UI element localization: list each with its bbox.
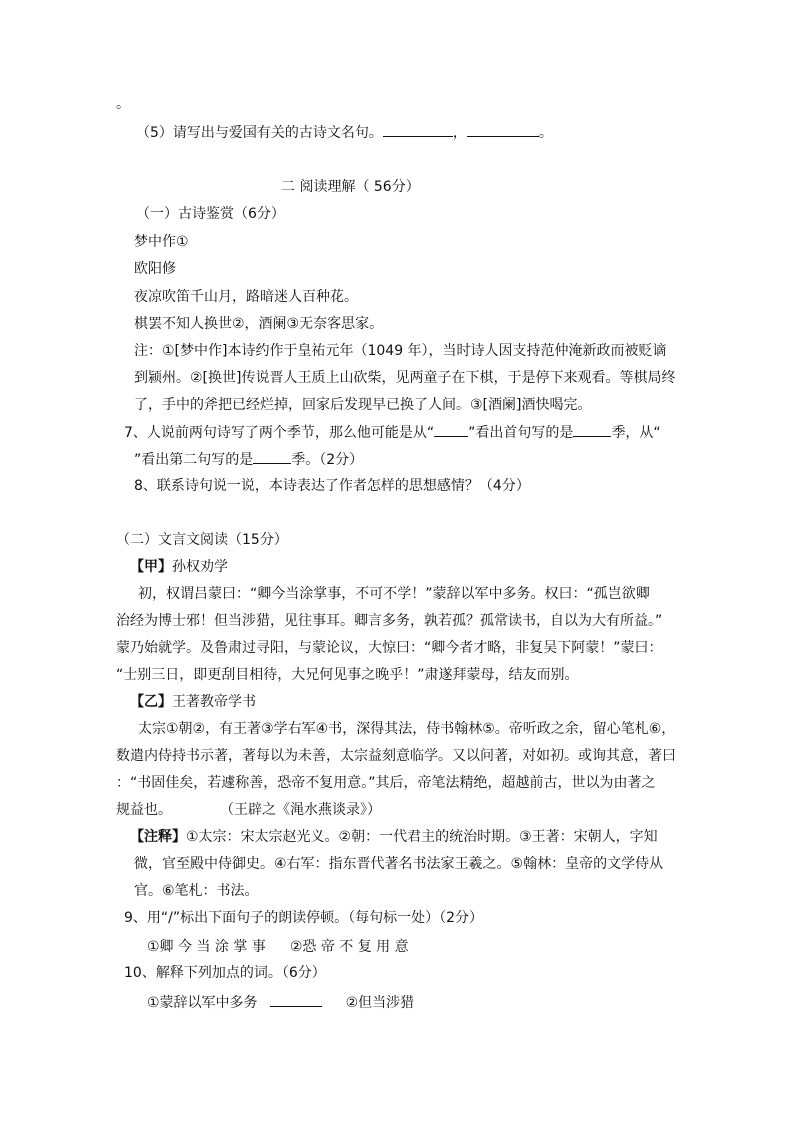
- top-mark: 。: [116, 96, 130, 112]
- sentence-1: ①卿 今 当 涂 掌 事: [147, 939, 266, 955]
- passage-text: 蒙乃始就学。及鲁肃过寻阳，与蒙论议，大惊曰：“卿今者才略，非复吴下阿蒙！”蒙曰：: [116, 640, 663, 656]
- passage-yi-header: [130, 692, 256, 712]
- question-7-line1: [124, 422, 661, 443]
- poem-note: 到颍州。②[换世]传说晋人王质上山砍柴，见两童子在下棋，于是停下来观看。等棋局终: [134, 370, 676, 386]
- answer-blank[interactable]: [467, 122, 539, 137]
- notes-line: [130, 827, 658, 847]
- answer-blank[interactable]: [253, 449, 291, 464]
- poem-title: 梦中作①: [134, 234, 189, 250]
- question-5: [136, 122, 553, 143]
- section-title: 二 阅读理解（ 56分）: [281, 179, 420, 195]
- poem-note: 了，手中的斧把已经烂掉，回家后发现早已换了人间。③[酒阑]酒快喝完。: [134, 397, 592, 413]
- passage-text: ：“书固佳矣，若遽称善，恐帝不复用意。”其后，帝笔法精绝，超越前古，世以为由著之: [116, 775, 656, 791]
- passage-text: 规益也。: [116, 802, 172, 818]
- poem-line: 夜凉吹笛千山月，路暗迷人百种花。: [134, 289, 358, 305]
- notes-text: ①太宗：宋太宗赵光义。②朝：一代君主的统治时期。③王著：宋朝人，字知: [186, 829, 658, 845]
- passage-title: 孙权劝学: [172, 559, 228, 575]
- poem-note: 注：①[梦中作]本诗约作于皇祐元年（1049 年），当时诗人因支持范仲淹新政而被贬谪: [134, 343, 667, 359]
- item-1: ①蒙辞以军中多务: [147, 995, 258, 1011]
- question-7-line2: [134, 449, 363, 470]
- answer-blank[interactable]: [434, 422, 468, 437]
- passage-text: 太宗①朝②，有王著③学右军④书，深得其法，侍书翰林⑤。帝听政之余，留心笔札⑥，: [138, 721, 676, 737]
- question-5-sep: ，: [452, 125, 467, 141]
- passage-source: （王辟之《渑水燕谈录》）: [220, 802, 381, 818]
- passage-end: [116, 800, 381, 820]
- poem-author: 欧阳修: [134, 261, 176, 277]
- passage-label: 【乙】: [130, 694, 172, 710]
- question-8: 8、联系诗句说一说，本诗表达了作者怎样的思想感情？（4分）: [134, 478, 530, 494]
- answer-blank[interactable]: [270, 992, 322, 1007]
- question-5-text: （5）请写出与爱国有关的古诗文名句。: [136, 125, 383, 141]
- passage-text: 初，权谓吕蒙曰：“卿今当涂掌事，不可不学！”蒙辞以军中多务。权曰：“孤岂欲卿: [138, 586, 650, 602]
- subsection-heading-poetry: （一）古诗鉴赏（6分）: [136, 206, 285, 222]
- notes-label: 【注释】: [130, 829, 186, 845]
- subsection-heading-classical: （二）文言文阅读（15分）: [116, 532, 288, 548]
- poem-line: 棋罢不知人换世②，酒阑③无奈客思家。: [134, 316, 384, 332]
- passage-title: 王著教帝学书: [172, 694, 256, 710]
- question-9: 9、用“/”标出下面句子的朗读停顿。（每句标一处）（2分）: [124, 910, 484, 926]
- question-7-text: 季，从“: [611, 425, 661, 441]
- notes-text: 官。⑥笔札：书法。: [134, 883, 259, 899]
- question-7-text: 季。（2分）: [291, 452, 364, 468]
- question-7-text: 7、人说前两句诗写了两个季节，那么他可能是从“: [124, 425, 435, 441]
- question-9-sentences: [147, 937, 409, 957]
- question-7-text: ”看出第二句写的是: [134, 452, 254, 468]
- passage-text: 治经为博士邪！但当涉猎，见往事耳。卿言多务，孰若孤？孤常读书，自以为大有所益。”: [116, 613, 663, 629]
- passage-text: “士别三日，即更刮目相待，大兄何见事之晚乎！”肃遂拜蒙母，结友而别。: [116, 667, 579, 683]
- question-10-items: [147, 992, 414, 1013]
- item-2: ②但当涉猎: [345, 995, 415, 1011]
- question-5-end: 。: [538, 125, 553, 141]
- question-10: 10、解释下列加点的词。（6分）: [124, 965, 326, 981]
- passage-text: 数遣内侍持书示著，著每以为未善，太宗益刻意临学。又以问著，对如初。或询其意，著曰: [116, 748, 676, 764]
- answer-blank[interactable]: [383, 122, 453, 137]
- notes-text: 微，官至殿中侍御史。④右军：指东晋代著名书法家王羲之。⑤翰林：皇帝的文学侍从: [134, 856, 664, 872]
- answer-blank[interactable]: [573, 422, 611, 437]
- question-7-text: ”看出首句写的是: [468, 425, 574, 441]
- passage-label: 【甲】: [130, 559, 172, 575]
- sentence-2: ②恐 帝 不 复 用 意: [289, 939, 409, 955]
- passage-jia-header: [130, 557, 228, 577]
